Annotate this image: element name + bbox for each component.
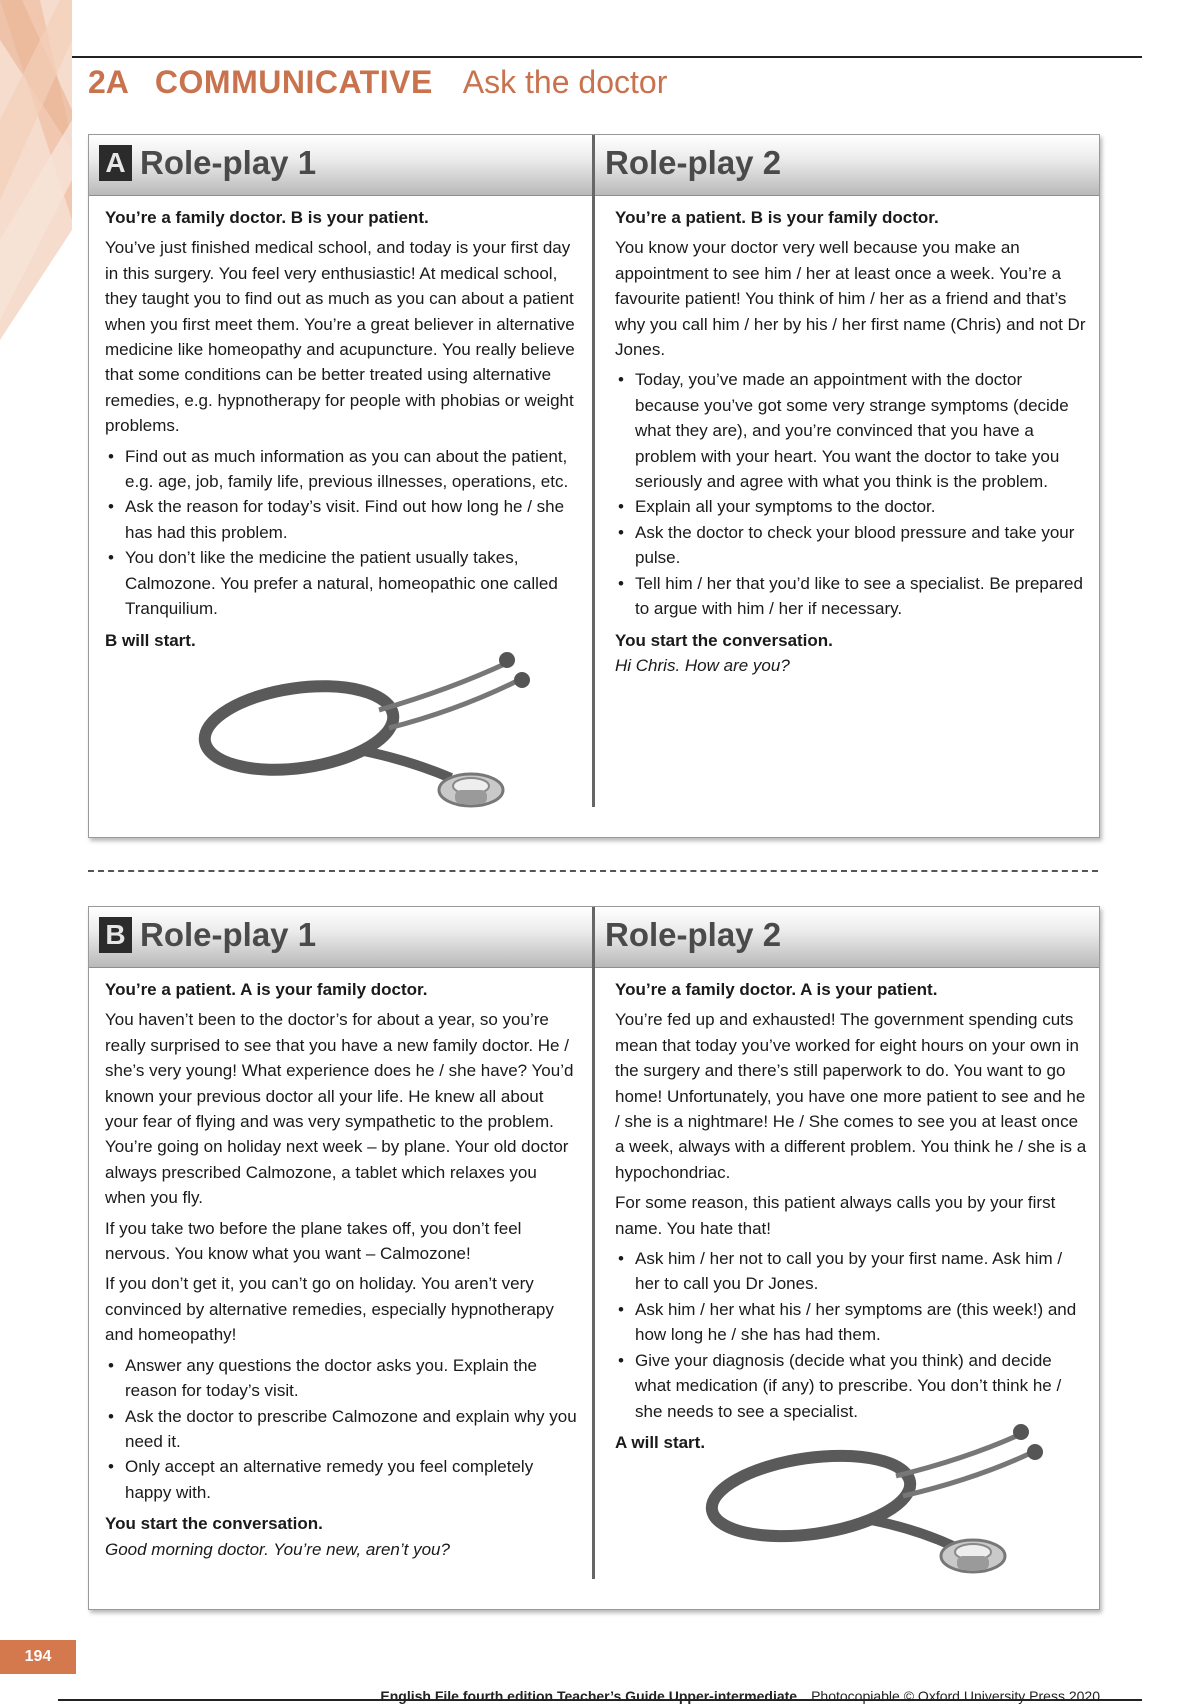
list-item: • Ask the reason for today’s visit. Find out how long he / she has had this problem. <box>105 494 578 545</box>
list-item: • Give your diagnosis (decide what you think) and decide what medication (if any) to prescribe. You don’t think he / she needs to see a specialist. <box>615 1348 1087 1424</box>
list-item: • Ask the doctor to prescribe Calmozone and explain why you need it. <box>105 1404 578 1455</box>
bottom-rule <box>58 1699 1142 1701</box>
roleplay-heading <box>89 907 592 968</box>
role-statement: You’re a family doctor. B is your patient. <box>105 208 429 227</box>
activity-title: Ask the doctor <box>462 64 668 100</box>
intro-paragraph: You know your doctor very well because you make an appointment to see him / her at least once a week. You’re a favourite patient! You think of him / her as a friend and that’s why you call him / her by his / her first name (Chris) and not Dr Jones. <box>615 238 1086 360</box>
card-a-roleplay-2 <box>595 135 1099 837</box>
student-letter-badge: A <box>99 145 132 181</box>
card-b-roleplay-1 <box>89 907 592 1609</box>
list-item: • Answer any questions the doctor asks you. Explain the reason for today’s visit. <box>105 1353 578 1404</box>
task-list <box>615 367 1087 621</box>
paragraph: For some reason, this patient always calls you by your first name. You hate that! <box>615 1193 1056 1238</box>
list-item: • Ask him / her not to call you by your first name. Ask him / her to call you Dr Jones. <box>615 1246 1087 1297</box>
task-list <box>105 1353 578 1505</box>
task-list <box>105 444 578 622</box>
paragraph: If you don’t get it, you can’t go on holiday. You aren’t very convinced by alternative remedies, especially hypnotherapy and homeopathy! <box>105 1274 554 1345</box>
card-a-roleplay-1 <box>89 135 592 837</box>
roleplay-body <box>595 968 1099 1455</box>
start-instruction: B will start. <box>105 630 196 650</box>
stethoscope-image <box>189 650 549 820</box>
list-item: • Ask him / her what his / her symptoms are (this week!) and how long he / she has had them. <box>615 1297 1087 1348</box>
roleplay-heading <box>595 907 1099 968</box>
student-letter-badge: B <box>99 917 132 953</box>
roleplay-title: Role-play 2 <box>605 144 782 181</box>
book-title: English File fourth edition Teacher’s Guide Upper-intermediate <box>380 1688 798 1704</box>
roleplay-body <box>595 196 1099 678</box>
start-instruction: A will start. <box>615 1432 706 1452</box>
list-item: • Today, you’ve made an appointment with the doctor because you’ve got some very strange symptoms (decide what they are), and you’re convinced that you have a problem with your heart. You want the doctor to take you seriously and agree with what you think is the problem. <box>615 367 1087 494</box>
roleplay-body <box>89 196 592 653</box>
copyright-notice: Photocopiable © Oxford University Press 2020 <box>811 1688 1100 1704</box>
activity-type: COMMUNICATIVE <box>154 64 433 100</box>
list-item: • Find out as much information as you can about the patient, e.g. age, job, family life, previous illnesses, operations, etc. <box>105 444 578 495</box>
role-statement: You’re a patient. A is your family doctor. <box>105 980 428 999</box>
paragraph: You’re fed up and exhausted! The government spending cuts mean that today you’ve worked for eight hours on your own in the surgery and there’s still paperwork to do. You want to go home! Unfortunately, you have one more patient to see and he / she is a nightmare! He / She comes to see you at least once a week, always with a different problem. You think he / she is a hypochondriac. <box>615 1010 1087 1182</box>
unit-code: 2A <box>88 64 129 100</box>
roleplay-heading <box>595 135 1099 196</box>
card-b-roleplay-2 <box>595 907 1099 1609</box>
opening-line: Hi Chris. How are you? <box>615 655 790 675</box>
card-a <box>88 134 1100 838</box>
roleplay-heading <box>89 135 592 196</box>
footer-credit <box>380 1688 1100 1704</box>
cut-line <box>88 870 1098 872</box>
stethoscope-image <box>691 1424 1061 1584</box>
corner-decoration <box>0 0 72 340</box>
list-item: • Only accept an alternative remedy you feel completely happy with. <box>105 1454 578 1505</box>
card-b <box>88 906 1100 1610</box>
start-instruction: You start the conversation. <box>615 630 833 650</box>
roleplay-body <box>89 968 592 1562</box>
paragraph: If you take two before the plane takes off, you don’t feel nervous. You know what you want – Calmozone! <box>105 1218 522 1264</box>
role-statement: You’re a family doctor. A is your patient. <box>615 980 938 999</box>
list-item: • Tell him / her that you’d like to see a specialist. Be prepared to argue with him / her if necessary. <box>615 571 1087 622</box>
page-number-badge: 194 <box>0 1640 76 1674</box>
roleplay-title: Role-play 1 <box>140 144 317 181</box>
roleplay-title: Role-play 2 <box>605 916 782 953</box>
opening-line: Good morning doctor. You’re new, aren’t you? <box>105 1539 450 1559</box>
roleplay-title: Role-play 1 <box>140 916 317 953</box>
list-item: • Explain all your symptoms to the doctor. <box>615 494 1087 519</box>
start-instruction: You start the conversation. <box>105 1514 323 1534</box>
task-list <box>615 1246 1087 1424</box>
list-item: • You don’t like the medicine the patient usually takes, Calmozone. You prefer a natural, homeopathic one called Tranquilium. <box>105 545 578 621</box>
page-header <box>88 64 667 101</box>
intro-paragraph: You’ve just finished medical school, and today is your first day in this surgery. You feel very enthusiastic! At medical school, they taught you to find out as much as you can about a patient when you first meet them. You’re a great believer in alternative medicine like homeopathy and acupuncture. You really believe that some conditions can be better treated using alternative remedies, e.g. hypnotherapy for people with phobias or weight problems. <box>105 238 575 436</box>
paragraph: You haven’t been to the doctor’s for about a year, so you’re really surprised to see that you have a new family doctor. He / she’s very young! What experience does he / she have? You’d known your previous doctor all your life. He knew all about your fear of flying and was very sympathetic to the problem. You’re going on holiday next week – by plane. Your old doctor always prescribed Calmozone, a tablet which relaxes you when you fly. <box>105 1010 574 1208</box>
list-item: • Ask the doctor to check your blood pressure and take your pulse. <box>615 520 1087 571</box>
top-rule <box>72 56 1142 58</box>
role-statement: You’re a patient. B is your family doctor. <box>615 208 939 227</box>
